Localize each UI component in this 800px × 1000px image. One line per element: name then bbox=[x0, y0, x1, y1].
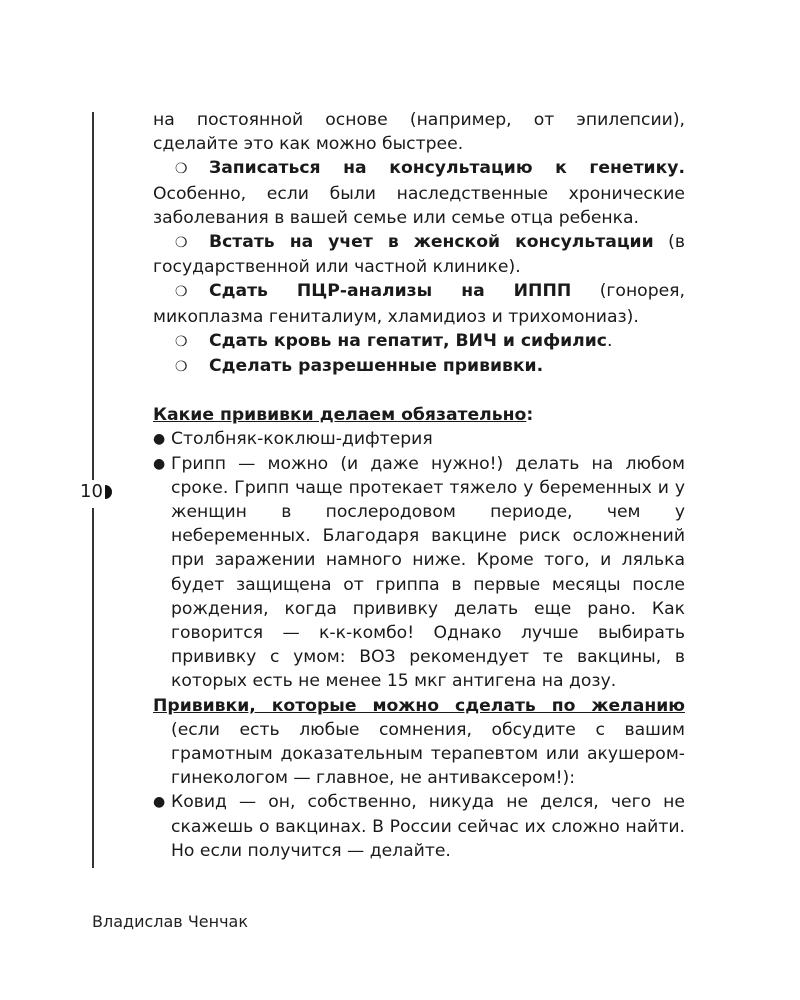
circle-bullet-icon: ❍ bbox=[175, 161, 188, 178]
section-heading-text: Какие прививки делаем обязательно bbox=[153, 405, 527, 426]
checklist-item bbox=[153, 329, 685, 354]
dot-bullet-icon: ● bbox=[153, 794, 166, 811]
checklist-bold: Записаться на консультацию к генетику. bbox=[209, 158, 685, 179]
page-number bbox=[80, 481, 112, 503]
checklist-bold: Сделать разрешенные прививки. bbox=[209, 356, 544, 377]
checklist-rest: (гонорея, микоплазма гениталиум, хламидиоз и трихомониаз). bbox=[153, 281, 685, 327]
intro-paragraph: на постоянной основе (например, от эпилепсии), сделайте это как можно быстрее. bbox=[153, 110, 685, 155]
half-circle-icon bbox=[105, 485, 112, 499]
checklist-item bbox=[153, 156, 685, 230]
list-item-text: Столбняк-коклюш-дифтерия bbox=[171, 429, 433, 450]
section-heading-text: Прививки, которые можно сделать по желанию bbox=[153, 695, 685, 716]
checklist-rest: . bbox=[607, 330, 613, 351]
section-heading bbox=[153, 403, 685, 427]
list-item bbox=[153, 452, 685, 694]
checklist-rest: Особенно, если были наследственные хронические заболевания в вашей семье или семье отца ребенка. bbox=[153, 183, 685, 228]
checklist-item bbox=[153, 354, 685, 379]
circle-bullet-icon: ❍ bbox=[175, 284, 188, 301]
checklist-bold: Встать на учет в женской консультации bbox=[209, 232, 654, 253]
list-item-text: Ковид — он, собственно, никуда не делся, чего не скажешь о вакцинах. В России сейчас их сложно найти. Но если получится — делайте. bbox=[171, 792, 685, 861]
section-heading-rest: (если есть любые сомнения, обсудите с вашим грамотным доказательным терапевтом или акушером-гинекологом — главное, не антиваксером!): bbox=[171, 719, 685, 789]
list-item-text: Грипп — можно (и даже нужно!) делать на любом сроке. Грипп чаще протекает тяжело у беременных и у женщин в послеродовом периоде, чем у небеременных. Благодаря вакцине риск осложнений при заражении намного ниже. Кроме того, и лялька будет защищена от гриппа в первые месяцы после рождения, когда прививку делать еще рано. Как говорится — к-к-комбо! Однако лучше выбирать прививку с умом: ВОЗ рекомендует те вакцины, в которых есть не менее 15 мкг антигена на дозу. bbox=[171, 453, 685, 692]
page-body bbox=[153, 108, 685, 863]
dot-bullet-icon: ● bbox=[153, 455, 166, 472]
circle-bullet-icon: ❍ bbox=[175, 235, 188, 252]
page-number-text: 10 bbox=[80, 481, 103, 502]
checklist-bold: Сдать кровь на гепатит, ВИЧ и сифилис bbox=[209, 330, 607, 351]
footer-author: Владислав Ченчак bbox=[92, 912, 249, 931]
section-heading-suffix: : bbox=[526, 405, 534, 426]
list-item bbox=[153, 427, 685, 451]
margin-rule-bottom bbox=[92, 508, 94, 868]
checklist-item bbox=[153, 230, 685, 279]
dot-bullet-icon: ● bbox=[153, 431, 166, 448]
list-item bbox=[153, 790, 685, 863]
circle-bullet-icon: ❍ bbox=[175, 333, 188, 350]
circle-bullet-icon: ❍ bbox=[175, 359, 188, 376]
checklist-bold: Сдать ПЦР-анализы на ИППП bbox=[209, 281, 572, 302]
checklist-item bbox=[153, 279, 685, 328]
spacer bbox=[153, 379, 685, 403]
section-heading bbox=[153, 694, 685, 791]
margin-rule-top bbox=[92, 112, 94, 480]
checklist-rest: (в государственной или частной клинике). bbox=[153, 232, 685, 278]
